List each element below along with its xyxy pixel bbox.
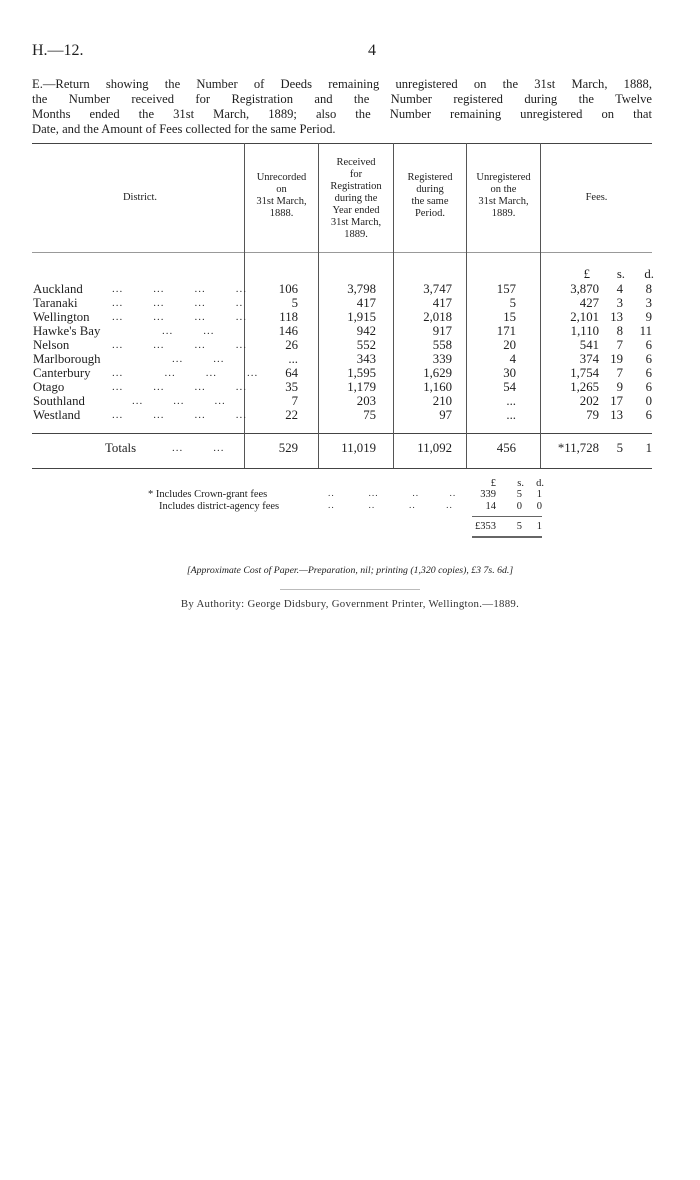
registered-value: 558	[432, 338, 452, 352]
fee-shillings: 8	[616, 324, 623, 338]
unregistered-value: 157	[496, 282, 516, 296]
registered-value: 1,629	[423, 366, 452, 380]
footnote-unit-pence: d.	[536, 478, 544, 489]
fee-pence: 3	[645, 296, 652, 310]
header-registered: Registered during the same Period.	[407, 172, 453, 219]
registered-value: 339	[432, 352, 452, 366]
leader-dots: .. .. .. ..	[328, 501, 453, 511]
unregistered-value: 5	[509, 296, 516, 310]
leader-dots: ... ... ... ...	[112, 381, 247, 393]
fee-pounds: 1,265	[570, 380, 599, 394]
registered-value: 917	[432, 324, 452, 338]
unrecorded-value: 26	[285, 338, 298, 352]
total-fee-shillings: 5	[616, 441, 623, 455]
district-name: Southland	[33, 394, 85, 408]
header-received: Received for Registration during the Year ended 31st March, 1889.	[330, 157, 382, 240]
district-name: Canterbury	[33, 366, 91, 380]
fee-pence: 8	[645, 282, 652, 296]
unregistered-value: 54	[503, 380, 516, 394]
title-line: the Number received for Registration and the Number registered during the Twelve	[32, 92, 652, 106]
fee-shillings: 13	[610, 310, 623, 324]
fee-shillings: 17	[610, 394, 623, 408]
district-name: Westland	[33, 408, 81, 422]
received-value: 1,915	[347, 310, 376, 324]
fee-pounds: 427	[579, 296, 599, 310]
unregistered-value: ...	[506, 408, 516, 422]
leader-dots: ... ... ... ...	[112, 367, 259, 379]
cost-of-paper-note: [Approximate Cost of Paper.—Preparation, nil; printing (1,320 copies), £3 7s. 6d.]	[186, 565, 514, 576]
fee-shillings: 7	[616, 338, 623, 352]
unrecorded-value: 5	[291, 296, 298, 310]
leader-dots: ... ...	[162, 325, 215, 337]
leader-dots: ... ... ... ...	[112, 409, 247, 421]
fee-shillings: 7	[616, 366, 623, 380]
footnote-shillings: 0	[516, 501, 522, 512]
leader-dots: ... ...	[172, 442, 225, 454]
footnote-label: Includes district-agency fees	[159, 501, 280, 512]
district-name: Otago	[33, 380, 65, 394]
total-fee-pounds: *11,728	[557, 441, 599, 455]
footnote-total-pounds: £353	[475, 521, 496, 532]
total-unrecorded: 529	[278, 441, 298, 455]
district-name: Wellington	[33, 310, 90, 324]
header-bottom-rule	[32, 252, 652, 253]
leader-dots: ... ... ... ...	[112, 311, 247, 323]
unrecorded-value: ...	[288, 352, 298, 366]
header-fees: Fees.	[585, 192, 608, 203]
district-name: Taranaki	[33, 296, 78, 310]
unregistered-value: 20	[503, 338, 516, 352]
fee-shillings: 13	[610, 408, 623, 422]
fee-pence: 6	[645, 338, 652, 352]
received-value: 75	[363, 408, 376, 422]
table-bottom-rule	[32, 468, 652, 469]
total-unregistered: 456	[496, 441, 516, 455]
unregistered-value: 15	[503, 310, 516, 324]
header-unregistered: Unregistered on the 31st March, 1889.	[476, 172, 531, 219]
district-name: Marlborough	[33, 352, 101, 366]
leader-dots: .. ... .. ..	[328, 489, 457, 499]
title-line: Months ended the 31st March, 1889; also the Number remaining unregistered on that	[32, 107, 652, 121]
unrecorded-value: 35	[285, 380, 298, 394]
fee-shillings: 9	[616, 380, 623, 394]
footnote-shillings: 5	[516, 489, 522, 500]
header-unrecorded: Unrecorded on 31st March, 1888.	[256, 172, 307, 219]
received-value: 552	[356, 338, 376, 352]
fee-pounds: 1,110	[570, 324, 599, 338]
unrecorded-value: 64	[285, 366, 298, 380]
fee-pounds: 3,870	[570, 282, 599, 296]
fee-pounds: 1,754	[570, 366, 599, 380]
received-value: 417	[356, 296, 376, 310]
total-fee-pence: 1	[645, 441, 652, 455]
registered-value: 210	[432, 394, 452, 408]
unregistered-value: 4	[509, 352, 516, 366]
leader-dots: ... ... ... ...	[112, 283, 247, 295]
document-code: H.—12.	[32, 42, 84, 59]
leader-dots: ... ... ... ...	[112, 339, 247, 351]
received-value: 1,179	[347, 380, 376, 394]
leader-dots: ... ... ...	[132, 395, 226, 407]
unregistered-value: ...	[506, 394, 516, 408]
footnote-total-pence: 1	[536, 521, 542, 532]
footnote-label: * Includes Crown-grant fees	[148, 489, 268, 500]
totals-label: Totals	[105, 441, 137, 455]
footnote-pence: 1	[536, 489, 542, 500]
footnote-total-shillings: 5	[516, 521, 522, 532]
unrecorded-value: 106	[278, 282, 298, 296]
footnote-double-rule	[472, 536, 542, 538]
footnote-unit-pounds: £	[490, 478, 496, 489]
footnote-pence: 0	[536, 501, 542, 512]
fee-pence: 6	[645, 380, 652, 394]
fee-pence: 6	[645, 408, 652, 422]
title-line: Date, and the Amount of Fees collected for the same Period.	[32, 122, 336, 136]
unrecorded-value: 7	[291, 394, 298, 408]
unit-pounds: £	[583, 267, 590, 281]
fee-pence: 9	[645, 310, 652, 324]
printer-imprint: By Authority: George Didsbury, Government Printer, Wellington.—1889.	[180, 598, 520, 610]
fee-shillings: 4	[616, 282, 623, 296]
fee-pounds: 202	[579, 394, 599, 408]
title-line: E.—Return showing the Number of Deeds remaining unregistered on the 31st March, 1888,	[32, 77, 652, 91]
fee-pounds: 374	[579, 352, 599, 366]
registered-value: 97	[439, 408, 452, 422]
received-value: 203	[356, 394, 376, 408]
imprint-rule	[280, 589, 420, 590]
totals-top-rule	[32, 433, 652, 434]
fee-pence: 6	[645, 352, 652, 366]
registered-value: 417	[432, 296, 452, 310]
table-top-rule	[32, 143, 652, 144]
total-received: 11,019	[341, 441, 376, 455]
page-number: 4	[368, 42, 376, 59]
footnote-unit-shillings: s.	[517, 478, 524, 489]
received-value: 343	[356, 352, 376, 366]
footnote-pounds: 14	[485, 501, 496, 512]
footnote-sum-rule	[472, 516, 542, 517]
received-value: 3,798	[347, 282, 376, 296]
fee-pence: 6	[645, 366, 652, 380]
district-name: Auckland	[33, 282, 83, 296]
district-name: Nelson	[33, 338, 70, 352]
fee-pounds: 79	[586, 408, 599, 422]
unrecorded-value: 22	[285, 408, 298, 422]
leader-dots: ... ...	[172, 353, 225, 365]
received-value: 1,595	[347, 366, 376, 380]
unrecorded-value: 146	[278, 324, 298, 338]
footnote-pounds: 339	[480, 489, 496, 500]
unit-pence: d.	[644, 267, 654, 281]
fee-pence: 11	[639, 324, 652, 338]
registered-value: 1,160	[423, 380, 452, 394]
district-name: Hawke's Bay	[33, 324, 101, 338]
unit-shillings: s.	[616, 267, 625, 281]
fee-pounds: 2,101	[570, 310, 599, 324]
fee-pence: 0	[645, 394, 652, 408]
unrecorded-value: 118	[279, 310, 298, 324]
received-value: 942	[356, 324, 376, 338]
fee-shillings: 3	[616, 296, 623, 310]
page-header	[32, 42, 668, 62]
header-district: District.	[122, 192, 158, 203]
unregistered-value: 30	[503, 366, 516, 380]
registered-value: 2,018	[423, 310, 452, 324]
fee-pounds: 541	[579, 338, 599, 352]
unregistered-value: 171	[496, 324, 516, 338]
registered-value: 3,747	[423, 282, 452, 296]
table-title	[32, 77, 652, 137]
total-registered: 11,092	[417, 441, 452, 455]
leader-dots: ... ... ... ..	[112, 297, 244, 309]
fee-shillings: 19	[610, 352, 623, 366]
